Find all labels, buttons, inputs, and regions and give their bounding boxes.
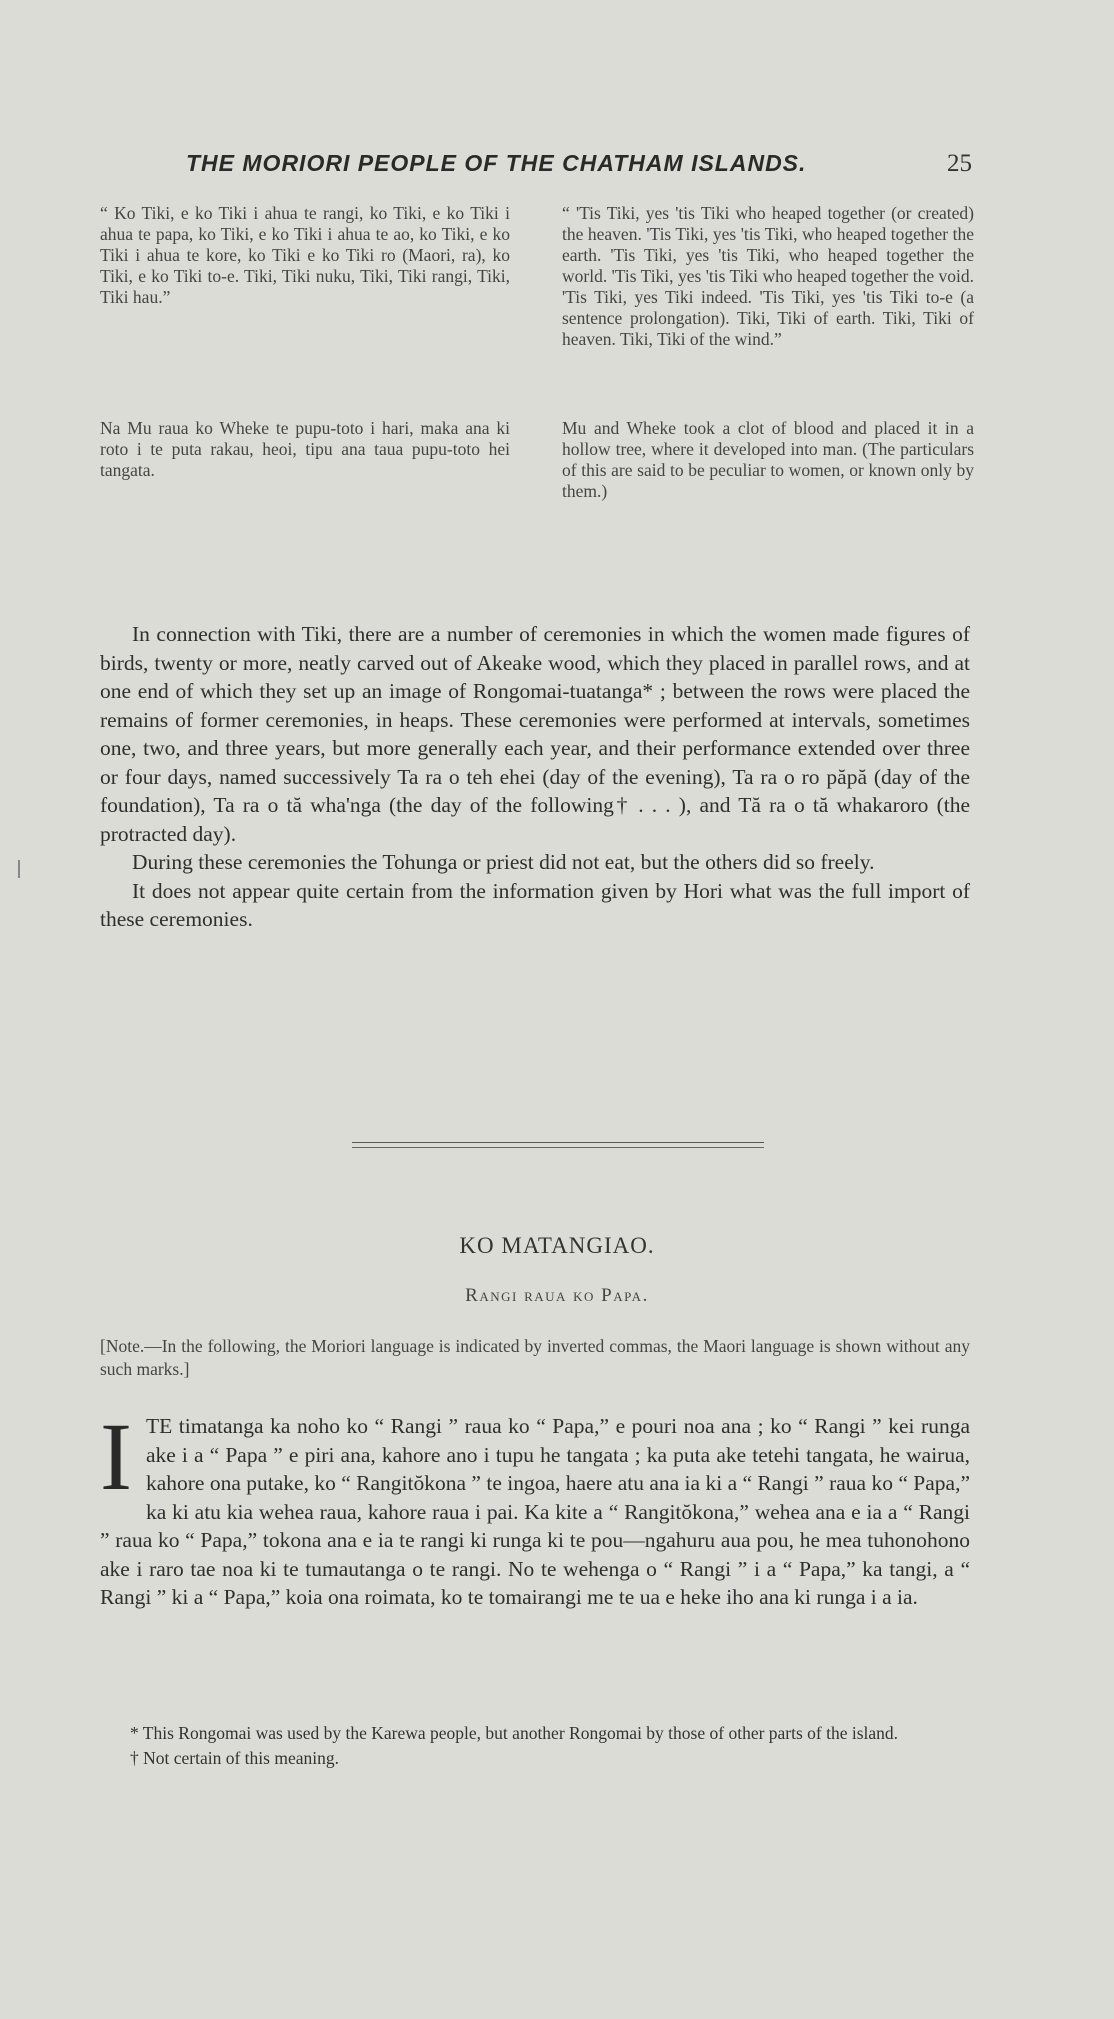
section-heading: KO MATANGIAO. [459, 1233, 655, 1258]
footnotes [100, 1722, 970, 1772]
verse-two-english: Mu and Wheke took a clot of blood and placed it in a hollow tree, where it developed into man. (The particulars of this are said to be peculiar to women, or known only by them.) [562, 418, 974, 501]
drop-cap: I [100, 1403, 132, 1510]
paragraph-tohunga: During these ceremonies the Tohunga or priest did not eat, but the others did so freely. [132, 850, 875, 874]
section-subheading: Rangi raua ko Papa. [465, 1285, 649, 1306]
verse-one [100, 203, 974, 353]
verse-one-english: “ 'Tis Tiki, yes 'tis Tiki who heaped together (or created) the heaven. 'Tis Tiki, yes 'tis Tiki, who heaped together the earth. 'Tis Tiki, yes 'tis Tiki, who heaped together the world. 'Tis Tiki, yes 'tis Tiki who heaped together the void. 'Tis Tiki, yes Tiki indeed. 'Tis Tiki, yes 'tis Tiki to-e (a sentence prolongation). Tiki, Tiki of earth. Tiki, Tiki of heaven. Tiki, Tiki of the wind.” [562, 203, 974, 349]
verse-one-moriori: “ Ko Tiki, e ko Tiki i ahua te rangi, ko Tiki, e ko Tiki i ahua te papa, ko Tiki, e ko Tiki i ahua te ao, ko Tiki, e ko Tiki i ahua te kore, ko Tiki e ko Tiki ro (Maori, ra), ko Tiki, e ko Tiki to-e. Tiki, Tiki nuku, Tiki, Tiki rangi, Tiki, Tiki hau.” [100, 203, 510, 307]
verse-two-moriori: Na Mu raua ko Wheke te pupu-toto i hari, maka ana ki roto i te puta rakau, heoi, tipu ana taua pupu-toto hei tangata. [100, 418, 510, 480]
footnote-meaning: † Not certain of this meaning. [130, 1748, 339, 1768]
verse-two [100, 418, 974, 518]
language-note: [Note.—In the following, the Moriori language is indicated by inverted commas, the Maori language is shown without any such marks.] [100, 1336, 970, 1379]
footnote-rongomai: * This Rongomai was used by the Karewa people, but another Rongomai by those of other parts of the island. [130, 1723, 899, 1743]
paragraph-import: It does not appear quite certain from the information given by Hori what was the full import of these ceremonies. [100, 878, 970, 931]
section-divider-bottom [352, 1147, 764, 1148]
margin-mark [18, 860, 20, 878]
paragraph-ceremonies: In connection with Tiki, there are a number of ceremonies in which the women made figures of birds, twenty or more, neatly carved out of Akeake wood, which they placed in parallel rows, and at one end of which they set up an image of Rongomai-tuatanga* ; between the rows were placed the remains of former ceremonies, in heaps. These ceremonies were performed at intervals, sometimes one, two, and three years, but more generally each year, and their performance extended over three or four days, named successively Ta ra o teh ehei (day of the evening), Ta ra o ro păpă (day of the foundation), Ta ra o tă wha'nga (the day of the following† . . . ), and Tă ra o tă whakaroro (the protracted day). [100, 622, 970, 846]
running-title: THE MORIORI PEOPLE OF THE CHATHAM ISLANDS. [186, 150, 807, 176]
story-paragraph [100, 1403, 970, 1612]
page-header [186, 150, 986, 186]
section-divider-top [352, 1142, 764, 1143]
body-text [100, 620, 970, 934]
page-number: 25 [947, 150, 972, 177]
story-text: TE timatanga ka noho ko “ Rangi ” raua ko “ Papa,” e pouri noa ana ; ko “ Rangi ” kei runga ake i a “ Papa ” e piri ana, kahore ano i tupu he tangata ; ka puta ake tetehi tangata, he wairua, kahore ona putake, ko “ Rangitŏkona ” te ingoa, haere atu ana ia ki a “ Rangi ” raua ko “ Papa,” ka ki atu kia wehea raua, kahore raua i pai. Ka kite a “ Rangitŏkona,” wehea ana e ia a “ Rangi ” raua ko “ Papa,” tokona ana e ia te rangi ki runga ki te pou—ngahuru aua pou, he mea tuhonohono ake i raro tae noa ki te tumautanga o te rangi. No te wehenga o “ Rangi ” i a “ Papa,” ka tangi, a “ Rangi ” ki a “ Papa,” koia ona roimata, ko te tomairangi me te ua e heke iho ana ki runga i a ia. [100, 1414, 970, 1609]
